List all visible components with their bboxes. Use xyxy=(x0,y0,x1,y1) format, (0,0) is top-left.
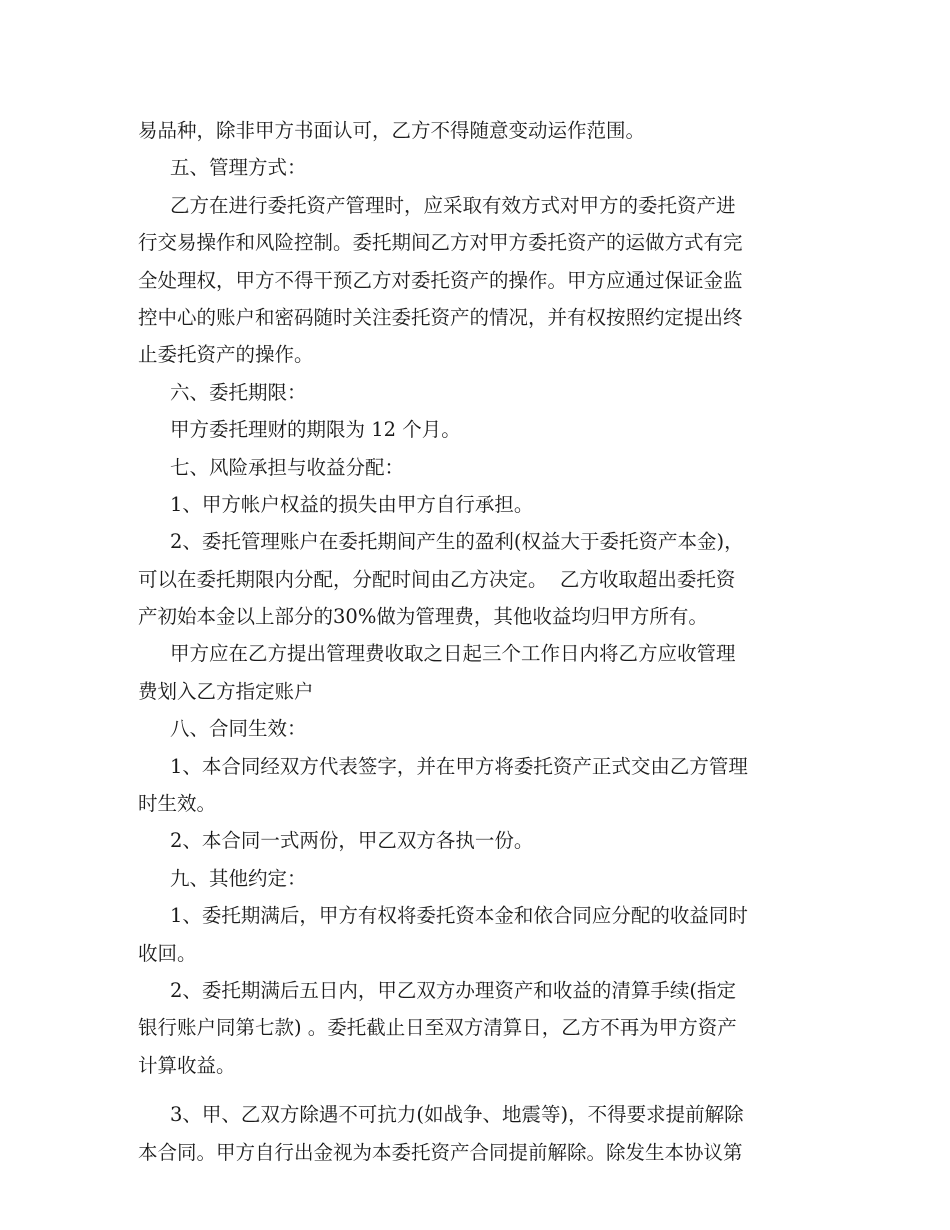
text-line: 控中心的账户和密码随时关注委托资产的情况，并有权按照约定提出终 xyxy=(138,305,743,329)
text-line: 收回。 xyxy=(138,941,197,965)
text-line: 甲方委托理财的期限为 12 个月。 xyxy=(170,418,461,442)
text-line: 费划入乙方指定账户 xyxy=(138,679,314,703)
document-page xyxy=(138,112,828,1171)
text-line: 产初始本金以上部分的30%做为管理费，其他收益均归甲方所有。 xyxy=(138,605,708,629)
text-line: 1、甲方帐户权益的损失由甲方自行承担。 xyxy=(170,492,534,516)
text-line: 2、本合同一式两份，甲乙双方各执一份。 xyxy=(170,829,534,853)
text-line: 1、委托期满后，甲方有权将委托资本金和依合同应分配的收益同时 xyxy=(170,904,748,928)
text-line: 2、委托管理账户在委托期间产生的盈利(权益大于委托资产本金)， xyxy=(170,530,744,554)
text-line: 五、管理方式： xyxy=(170,156,307,180)
text-line: 全处理权，甲方不得干预乙方对委托资产的操作。甲方应通过保证金监 xyxy=(138,268,743,292)
text-line: 时生效。 xyxy=(138,792,217,816)
text-line: 易品种，除非甲方书面认可，乙方不得随意变动运作范围。 xyxy=(138,119,646,142)
text-line: 乙方在进行委托资产管理时，应采取有效方式对甲方的委托资产进 xyxy=(170,193,736,217)
paragraph-gap xyxy=(138,1084,828,1096)
text-line: 2、委托期满后五日内，甲乙双方办理资产和收益的清算手续(指定 xyxy=(170,978,737,1002)
text-line: 九、其他约定： xyxy=(170,866,307,890)
text-line: 计算收益。 xyxy=(138,1053,236,1077)
text-line: 八、合同生效： xyxy=(170,717,307,741)
text-line: 银行账户同第七款) 。委托截止日至双方清算日，乙方不再为甲方资产 xyxy=(138,1016,737,1040)
text-line: 七、风险承担与收益分配： xyxy=(170,455,405,479)
text-line: 3、甲、乙双方除遇不可抗力(如战争、地震等)，不得要求提前解除 xyxy=(170,1103,744,1127)
text-line: 可以在委托期限内分配，分配时间由乙方决定。 乙方收取超出委托资 xyxy=(138,567,736,591)
text-line: 止委托资产的操作。 xyxy=(138,343,314,367)
text-line: 六、委托期限： xyxy=(170,380,307,404)
text-line: 甲方应在乙方提出管理费收取之日起三个工作日内将乙方应收管理 xyxy=(170,642,736,666)
text-line: 本合同。甲方自行出金视为本委托资产合同提前解除。除发生本协议第 xyxy=(138,1140,743,1164)
text-line: 1、本合同经双方代表签字，并在甲方将委托资产正式交由乙方管理 xyxy=(170,754,748,778)
text-line: 行交易操作和风险控制。委托期间乙方对甲方委托资产的运做方式有完 xyxy=(138,231,743,255)
